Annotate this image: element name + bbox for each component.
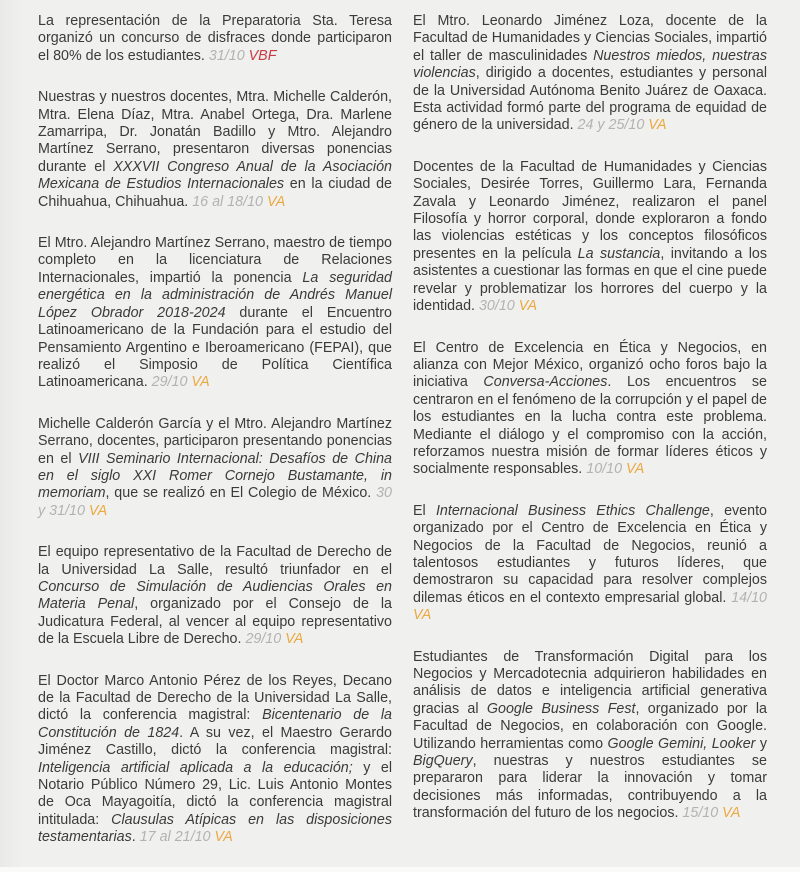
news-paragraph	[38, 89, 392, 211]
date-label: 10/10	[586, 461, 626, 478]
author-initials: VA	[214, 829, 233, 846]
body-text: Estudiantes de Transformación Digital para los Negocios y Mercadotecnia adquirieron habilidades en análisis de datos e inteligencia artificial generativa gracias al	[413, 648, 767, 717]
italic-title-text: Clausulas Atípicas en las disposiciones testamentarias	[38, 811, 392, 846]
body-text: . Los encuentros se centraron en el fenómeno de la corrupción y el papel de los estudiantes en la lucha contra este problema. Mediante el diálogo y el compromiso con la acción, reforzamos nuestra misión de formar líderes éticos y socialmente responsables.	[413, 374, 767, 478]
body-text: Docentes de la Facultad de Humanidades y Ciencias Sociales, Desirée Torres, Guillermo Lara, Fernanda Zavala y Leonardo Jiménez, realizaron el panel Filosofía y horror corporal, donde exploraron a fondo las violencias estéticas y los conceptos filosóficos presentes en la película	[413, 158, 767, 262]
italic-title-text: XXXVII Congreso Anual de la Asociación Mexicana de Estudios Internacionales	[38, 158, 392, 193]
italic-title-text: Nuestros miedos, nuestras violencias	[413, 47, 767, 82]
news-paragraph	[413, 13, 767, 135]
italic-title-text: Conversa-Acciones	[483, 374, 608, 391]
news-paragraph	[413, 649, 767, 823]
body-text: El Mtro. Leonardo Jiménez Loza, docente de la Facultad de Humanidades y Ciencias Sociales, impartió el taller de masculinidades	[413, 13, 767, 64]
body-text: , evento organizado por el Centro de Excelencia en Ética y Negocios de la Facultad de Negocios, reunió a talentosos estudiantes y futuros líderes, que demostraron su capacidad para resolver complejos dilemas éticos en el contexto empresarial global.	[413, 502, 767, 606]
body-text: Michelle Calderón García y el Mtro. Alejandro Martínez Serrano, docentes, participaron presentando ponencias en el	[38, 415, 392, 467]
italic-title-text: La sustancia	[577, 245, 661, 262]
italic-title-text: Google Gemini, Looker	[607, 735, 756, 752]
body-text: El equipo representativo de la Facultad de Derecho de la Universidad La Salle, resultó triunfador en el	[38, 544, 392, 578]
italic-title-text: VIII Seminario Internacional: Desafíos de China en el siglo XXI Romer Cornejo Bustamante, in memoriam	[38, 450, 392, 502]
author-initials: VA	[266, 193, 286, 210]
body-text: El Centro de Excelencia en Ética y Negocios, en alianza con Mejor México, organizó ocho foros bajo la iniciativa	[413, 339, 767, 391]
body-text: .	[131, 829, 140, 846]
italic-title-text: Inteligencia artificial aplicada a la educación;	[38, 759, 353, 776]
body-text: Nuestras y nuestros docentes, Mtra. Michelle Calderón, Mtra. Elena Díaz, Mtra. Anabel Ortega, Dra. Marlene Zamarripa, Dr. Jonatán Badillo y Mtro. Alejandro Martínez Serrano, presentaron diversas ponencias durante el	[38, 89, 392, 175]
italic-title-text: Internacional Business Ethics Challenge	[435, 502, 710, 519]
author-initials: VBF	[248, 47, 277, 64]
date-label: 24 y 25/10	[577, 117, 649, 134]
author-initials: VA	[88, 502, 108, 519]
body-text: El	[413, 502, 436, 519]
author-initials: VA	[626, 461, 645, 478]
body-text: . A su vez, el Maestro Gerardo Jiménez Castillo, dictó la conferencia magistral:	[38, 724, 392, 759]
news-paragraph	[38, 235, 392, 392]
body-text: durante el Encuentro Latinoamericano de la Fundación para el estudio del Pensamiento Argentino e Iberoamericano (FEPAI), que realizó el Simposio de Política Científica Latinoamericana.	[38, 304, 392, 391]
news-paragraph	[413, 340, 767, 479]
body-text: en la ciudad de Chihuahua, Chihuahua.	[38, 176, 393, 210]
date-label: 29/10	[151, 374, 192, 391]
body-text: , dirigido a docentes, estudiantes y personal de la Universidad Autónoma Benito Juárez de Oaxaca. Esta actividad formó parte del programa de equidad de género de la universidad.	[413, 65, 767, 134]
news-paragraph	[413, 503, 767, 625]
italic-title-text: La seguridad energética en la administración de Andrés Manuel López Obrador 2018-2024	[38, 269, 392, 321]
right-column	[413, 13, 767, 823]
body-text: y	[755, 735, 767, 752]
date-label: 16 al 18/10	[192, 193, 267, 210]
news-paragraph	[38, 416, 392, 520]
italic-title-text: Concurso de Simulación de Audiencias Orales en Materia Penal	[38, 578, 392, 613]
body-text: La representación de la Preparatoria Sta. Teresa organizó un concurso de disfraces donde participaron el 80% de los estudiantes.	[38, 13, 392, 64]
news-paragraph	[413, 159, 767, 316]
body-text: y el Notario Público Número 29, Lic. Luis Antonio Montes de Oca Mayagoitía, dictó la conferencia magistral intitulada:	[38, 759, 392, 828]
news-paragraph	[38, 13, 392, 65]
news-paragraph	[38, 673, 392, 847]
date-label: 17 al 21/10	[139, 829, 215, 846]
author-initials: VA	[648, 117, 667, 134]
two-column-layout	[38, 13, 767, 847]
author-initials: VA	[413, 607, 432, 624]
italic-title-text: Bicentenario de la Constitución de 1824	[38, 707, 392, 741]
left-column	[38, 13, 392, 847]
body-text: El Mtro. Alejandro Martínez Serrano, maestro de tiempo completo en la licenciatura de Relaciones Internacionales, impartió la ponencia	[38, 235, 392, 286]
author-initials: VA	[285, 631, 304, 648]
date-label: 14/10	[731, 589, 767, 606]
page-bottom-edge	[0, 867, 800, 872]
date-label: 30/10	[478, 298, 519, 315]
body-text: , nuestras y nuestros estudiantes se prepararon para liderar la innovación y tomar decisiones más informadas, contribuyendo a la transformación del futuro de los negocios.	[413, 753, 767, 822]
body-text: , que se realizó en El Colegio de México.	[105, 485, 377, 502]
body-text: , organizado por la Facultad de Negocios, en colaboración con Google. Utilizando herramientas como	[413, 700, 767, 752]
author-initials: VA	[722, 805, 741, 822]
body-text: , invitando a los asistentes a cuestionar las formas en que el cine puede revelar y problematizar los horrores del cuerpo y la identidad.	[413, 245, 767, 315]
italic-title-text: Google Business Fest	[486, 700, 636, 717]
date-label: 29/10	[245, 631, 286, 648]
body-text: , organizado por el Consejo de la Judicatura Federal, al vencer al equipo representativo de la Escuela Libre de Derecho.	[38, 596, 393, 648]
date-label: 31/10	[208, 47, 249, 64]
body-text: El Doctor Marco Antonio Pérez de los Reyes, Decano de la Facultad de Derecho de la Universidad La Salle, dictó la conferencia magistral:	[38, 672, 392, 724]
italic-title-text: BigQuery	[413, 753, 473, 770]
date-label: 30 y 31/10	[38, 485, 392, 519]
date-label: 15/10	[682, 805, 723, 822]
author-initials: VA	[518, 298, 538, 315]
news-paragraph	[38, 544, 392, 648]
author-initials: VA	[191, 374, 210, 391]
